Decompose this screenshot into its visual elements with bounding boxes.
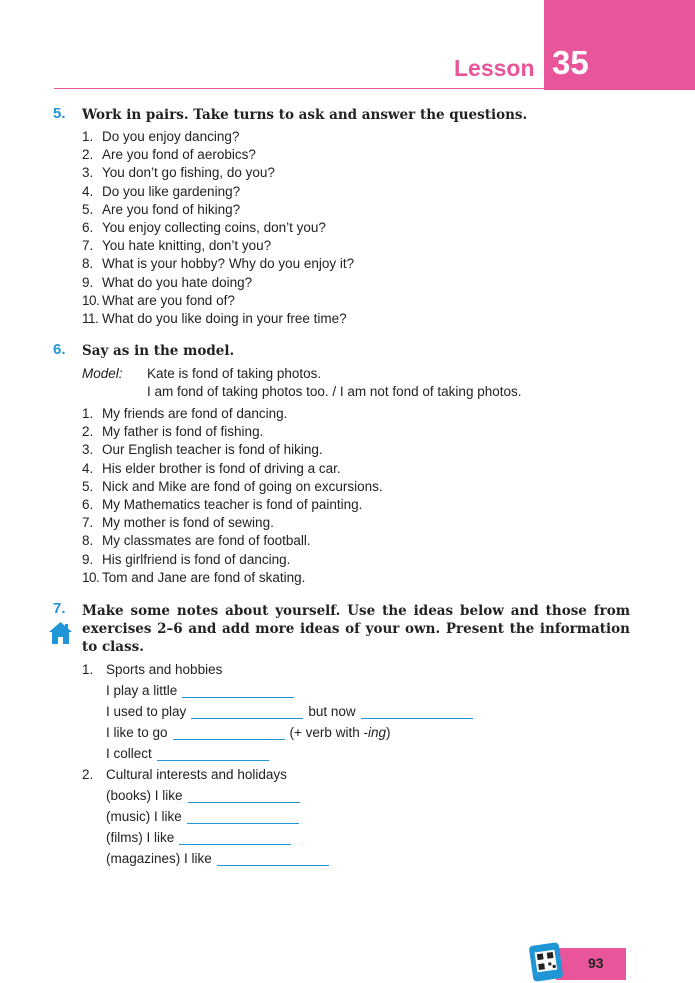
model-label: Model: xyxy=(82,366,123,381)
list-item: 3. Our English teacher is fond of hiking. xyxy=(82,442,323,458)
exercise-6-title: Say as in the model. xyxy=(82,343,235,359)
notes-line-magazines: (magazines) I like xyxy=(106,851,334,866)
list-item: 7. My mother is fond of sewing. xyxy=(82,515,274,531)
qr-code-icon xyxy=(529,942,563,982)
list-item: 2. Are you fond of aerobics? xyxy=(82,147,256,163)
notes-line-play-little: I play a little xyxy=(106,683,299,698)
answer-blank[interactable] xyxy=(361,718,473,719)
list-item: 5. Are you fond of hiking? xyxy=(82,201,241,217)
lesson-number: 35 xyxy=(552,44,589,81)
notes-line-films: (films) I like xyxy=(106,830,296,845)
list-item: 6. You enjoy collecting coins, don’t you? xyxy=(82,219,326,235)
notes-line-books: (books) I like xyxy=(106,788,305,803)
list-item: 2. My father is fond of fishing. xyxy=(82,424,264,440)
list-item: 3. You don’t go fishing, do you? xyxy=(82,165,275,181)
lesson-title: Lesson xyxy=(454,55,535,81)
answer-blank[interactable] xyxy=(179,844,291,845)
list-item: 1. Do you enjoy dancing? xyxy=(82,129,240,144)
list-item: 4. Do you like gardening? xyxy=(82,183,241,199)
exercise-7-number: 7. xyxy=(53,600,66,617)
list-item: 5. Nick and Mike are fond of going on excursions. xyxy=(82,478,383,494)
list-item: 10. What are you fond of? xyxy=(82,292,235,308)
list-item: 8. What is your hobby? Why do you enjoy it? xyxy=(82,256,355,272)
list-item: 7. You hate knitting, don’t you? xyxy=(82,238,272,254)
answer-blank[interactable] xyxy=(173,739,285,740)
list-item: 10. Tom and Jane are fond of skating. xyxy=(82,569,306,585)
answer-blank[interactable] xyxy=(187,823,299,824)
list-item: 6. My Mathematics teacher is fond of painting. xyxy=(82,496,363,512)
notes-line-used-to-play: I used to play but now xyxy=(106,704,478,719)
answer-blank[interactable] xyxy=(191,718,303,719)
exercise-5-number: 5. xyxy=(53,105,66,122)
answer-blank[interactable] xyxy=(157,760,269,761)
answer-blank[interactable] xyxy=(188,802,300,803)
list-item: 9. What do you hate doing? xyxy=(82,274,253,290)
exercise-5-list xyxy=(82,128,354,328)
model-example-line-2: I am fond of taking photos too. / I am not fond of taking photos. xyxy=(147,384,522,399)
notes-group-2-heading: 2. Cultural interests and holidays xyxy=(82,767,287,782)
list-item: 1. My friends are fond of dancing. xyxy=(82,406,288,421)
exercise-6-list xyxy=(82,405,383,587)
notes-line-like-to-go: I like to go (+ verb with -ing) xyxy=(106,725,391,740)
exercise-7-title: Make some notes about yourself. Use the ideas below and those from exercises 2–6 and add more ideas of your own. Present the information to class. xyxy=(82,603,630,655)
notes-line-collect: I collect xyxy=(106,746,274,761)
header-divider xyxy=(54,88,544,89)
page-number: 93 xyxy=(588,955,604,971)
exercise-5-title: Work in pairs. Take turns to ask and answer the questions. xyxy=(82,107,528,123)
notes-line-music: (music) I like xyxy=(106,809,304,824)
list-item: 8. My classmates are fond of football. xyxy=(82,533,311,549)
notes-group-1-heading: 1. Sports and hobbies xyxy=(82,662,223,677)
home-task-icon xyxy=(48,621,73,645)
answer-blank[interactable] xyxy=(217,865,329,866)
model-example-line-1: Kate is fond of taking photos. xyxy=(147,366,322,381)
answer-blank[interactable] xyxy=(182,697,294,698)
list-item: 4. His elder brother is fond of driving a car. xyxy=(82,460,341,476)
exercise-6-number: 6. xyxy=(53,341,66,358)
list-item: 11. What do you like doing in your free time? xyxy=(82,310,347,326)
list-item: 9. His girlfriend is fond of dancing. xyxy=(82,551,291,567)
